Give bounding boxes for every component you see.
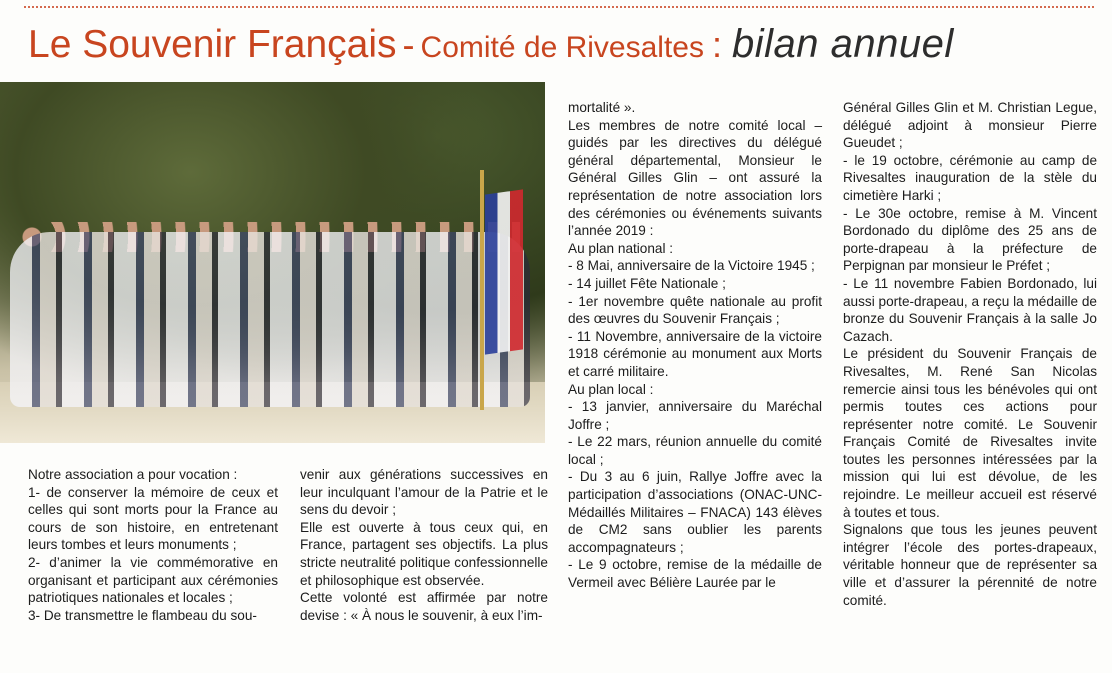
col1-paragraph: 1- de conserver la mémoire de ceux et celles qui sont morts pour la France au cours de son histoire, en entretenant leurs tombes et leurs monuments ;: [28, 484, 278, 553]
col1-paragraph: 2- d’animer la vie commémorative en organisant et participant aux cérémonies patriotiques nationales et locales ;: [28, 554, 278, 606]
col2-paragraph: Elle est ouverte à tous ceux qui, en France, partagent ses objectifs. La plus stricte neutralité politique confessionnelle et philosophique est observée.: [300, 519, 548, 588]
text-column-3: [568, 99, 822, 592]
col1-paragraph: Notre association a pour vocation :: [28, 467, 238, 482]
col4-paragraph: - le 19 octobre, cérémonie au camp de Rivesaltes inauguration de la stèle du cimetière Harki ;: [843, 152, 1097, 203]
col3-paragraph: - 8 Mai, anniversaire de la Victoire 1945 ;: [568, 258, 815, 274]
col3-paragraph: - Le 22 mars, réunion annuelle du comité local ;: [568, 434, 822, 467]
col1-paragraph: 3- De transmettre le flambeau du sou-: [28, 607, 257, 623]
headline-separator-colon: :: [711, 24, 722, 65]
col3-paragraph: mortalité ».: [568, 100, 636, 115]
col3-paragraph: - 14 juillet Fête Nationale ;: [568, 275, 726, 291]
french-flag: [485, 189, 523, 354]
headline-separator: -: [402, 24, 415, 65]
col2-paragraph: Cette volonté est affirmée par notre devise : « À nous le souvenir, à eux l’im-: [300, 590, 548, 623]
col3-paragraph: Au plan local :: [568, 381, 654, 397]
col4-paragraph: - Le 11 novembre Fabien Bordonado, lui aussi porte-drapeau, a reçu la médaille de bronze du Souvenir Français à la salle Jo Cazach.: [843, 275, 1097, 344]
headline: [28, 14, 1098, 74]
col4-paragraph: Général Gilles Glin et M. Christian Legue, délégué adjoint à monsieur Pierre Gueudet ;: [843, 100, 1097, 151]
col3-paragraph: - Le 9 octobre, remise de la médaille de Vermeil avec Bélière Laurée par le: [568, 557, 822, 591]
col3-paragraph: Les membres de notre comité local – guidés par les directives du délégué général départemental, Monsieur le Général Gilles Glin – ont assuré la représentation de notre association lors des cérémonies ou événements suivants l’année 2019 :: [568, 117, 822, 239]
headline-organization: Le Souvenir Français: [28, 23, 397, 66]
col3-paragraph: - Du 3 au 6 juin, Rallye Joffre avec la participation d’associations (ONAC-UNC-Médaillés Militaires – FNACA) 143 élèves de CM2 sans oublier les parents accompagnateurs ;: [568, 469, 822, 555]
col3-paragraph: - 11 Novembre, anniversaire de la victoire 1918 cérémonie au monument aux Morts et carré militaire.: [568, 328, 822, 379]
headline-subtitle: bilan annuel: [732, 22, 954, 66]
col3-paragraph: - 1er novembre quête nationale au profit des œuvres du Souvenir Français ;: [568, 293, 822, 327]
text-column-4: [843, 99, 1097, 609]
photo-crowd: [10, 232, 530, 407]
text-column-2: [300, 466, 548, 624]
flag-pole: [480, 170, 484, 410]
headline-committee: Comité de Rivesaltes: [420, 31, 704, 64]
top-dotted-rule: [24, 6, 1094, 8]
col2-paragraph: venir aux générations successives en leur inculquant l’amour de la Patrie et le sens du devoir ;: [300, 467, 548, 518]
col3-paragraph: - 13 janvier, anniversaire du Maréchal Joffre ;: [568, 399, 822, 432]
group-photo: [0, 82, 545, 443]
col4-paragraph: Signalons que tous les jeunes peuvent intégrer l’école des portes-drapeaux, véritable honneur que de représenter sa ville et d’assurer la pérennité de notre comité.: [843, 522, 1097, 608]
text-column-1: [28, 466, 278, 624]
col4-paragraph: Le président du Souvenir Français de Rivesaltes, M. René San Nicolas remercie ainsi tous les bénévoles qui ont permis toutes ces actions pour représenter notre comité. Le Souvenir Français Comité de Rivesaltes invite toutes les personnes intéressées par la mission qui lui est dévolue, de les rejoindre. Le meilleur accueil est réservé à toutes et tous.: [843, 346, 1097, 520]
col4-paragraph: - Le 30e octobre, remise à M. Vincent Bordonado du diplôme des 25 ans de porte-drapeau à la préfecture de Perpignan par monsieur le Préfet ;: [843, 205, 1097, 274]
col3-paragraph: Au plan national :: [568, 240, 674, 256]
